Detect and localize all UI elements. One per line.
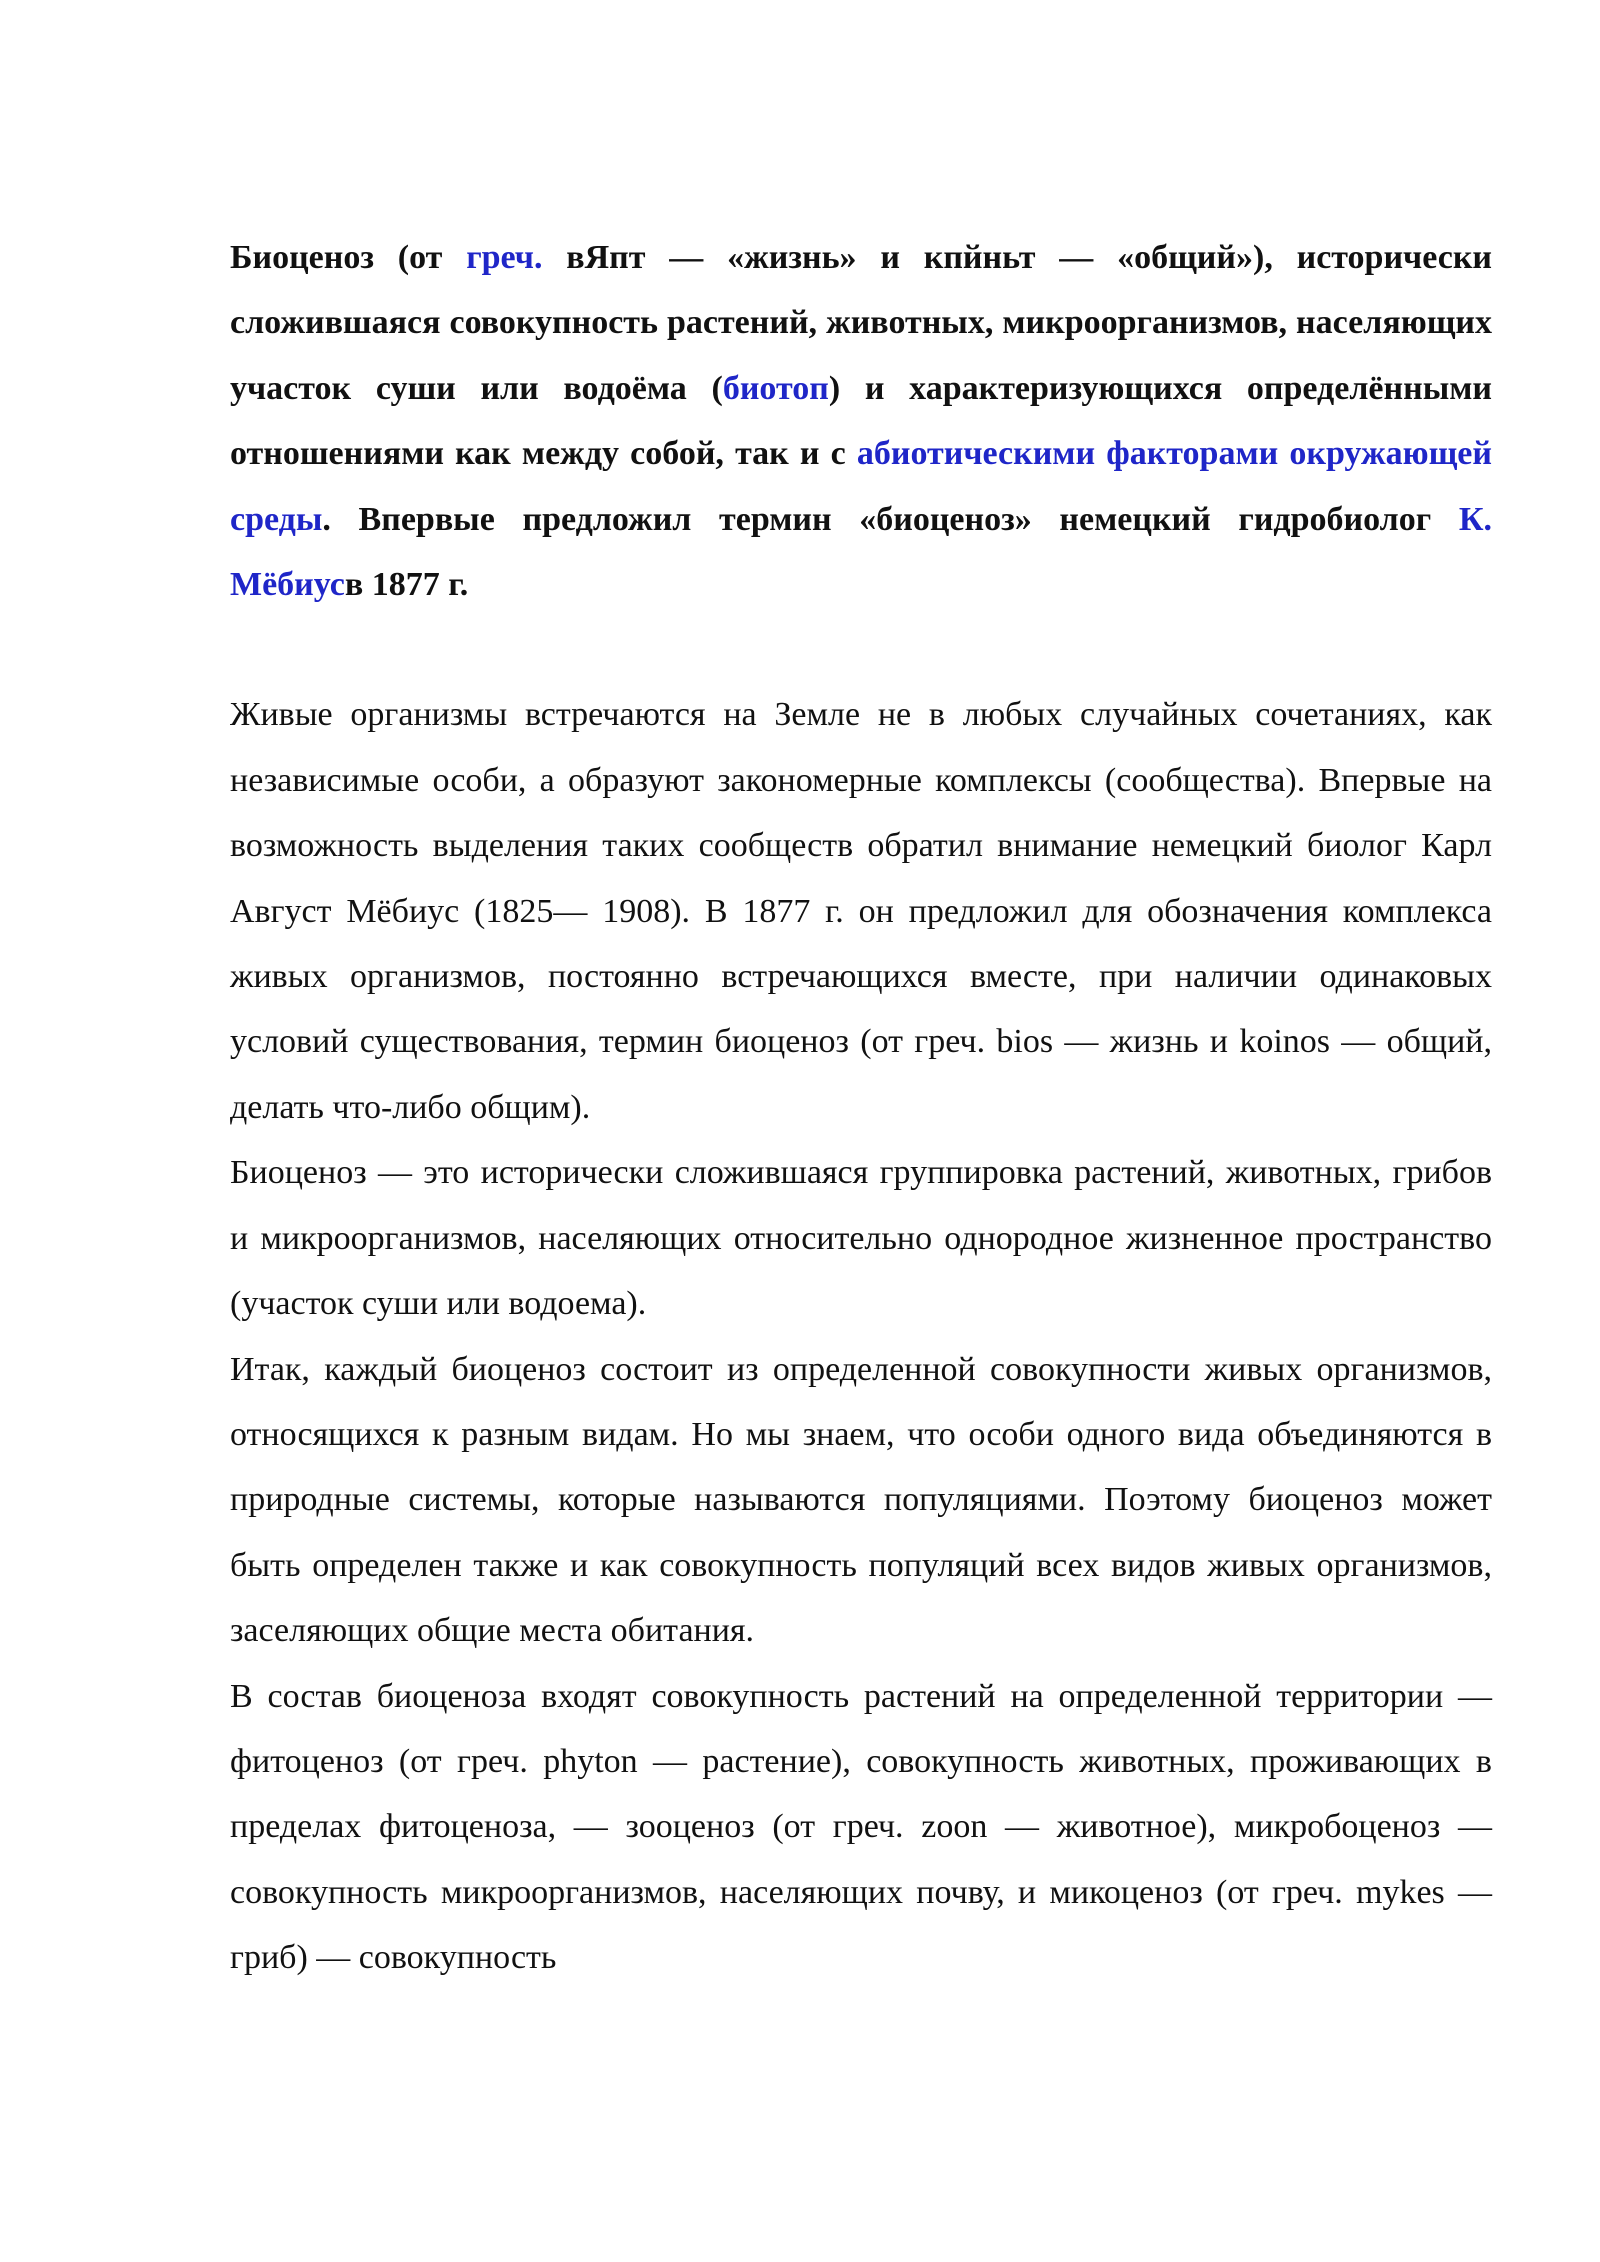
intro-text-5: в 1877 г. <box>344 566 469 604</box>
intro-text-4: . Впервые предложил термин «биоценоз» немецкий гидробиолог <box>322 500 1459 538</box>
document-page <box>230 225 1492 1991</box>
intro-text-3: ) и характеризующихся определёнными отношениями как между собой, так и с <box>230 369 1492 473</box>
intro-text-1: Биоценоз (от <box>230 239 467 276</box>
link-greek[interactable]: греч. <box>466 239 543 276</box>
paragraph-composition: В состав биоценоза входят совокупность растений на определенной территории —фитоценоз (от греч. phyton — растение), совокупность животных, проживающих в пределах фитоценоза, — зооценоз (от греч. zoon — животное), микробоценоз — совокупность микроорганизмов, населяющих почву, и микоценоз (от греч. mykes — гриб) — совокупность <box>230 1677 1492 1977</box>
paragraph-definition: Биоценоз — это исторически сложившаяся группировка растений, животных, грибов и микроорганизмов, населяющих относительно однородное жизненное пространство (участок суши или водоема). <box>230 1154 1492 1323</box>
link-mobius[interactable]: К. Мёбиус <box>230 500 1492 604</box>
link-biotop[interactable]: биотоп <box>722 369 829 407</box>
link-abiotic-factors[interactable]: абиотическими факторами окружающей среды <box>230 435 1492 538</box>
intro-text-2: вЯпт — «жизнь» и кпйньт — «общий»), исторически сложившаяся совокупность растений, животных, микроорганизмов, населяющих участок суши или водоёма ( <box>230 239 1493 407</box>
intro-paragraph <box>230 225 1492 617</box>
paragraph-populations: Итак, каждый биоценоз состоит из определенной совокупности живых организмов, относящихся к разным видам. Но мы знаем, что особи одного вида объединяются в природные системы, которые называются популяциями. Поэтому биоценоз может быть определен также и как совокупность популяций всех видов живых организмов, заселяющих общие места обитания. <box>230 1350 1492 1650</box>
paragraph-organisms: Живые организмы встречаются на Земле не в любых случайных сочетаниях, как независимые особи, а образуют закономерные комплексы (сообщества). Впервые на возможность выделения таких сообществ обратил внимание немецкий биолог Карл Август Мёбиус (1825— 1908). В 1877 г. он предложил для обозначения комплекса живых организмов, постоянно встречающихся вместе, при наличии одинаковых условий существования, термин биоценоз (от греч. bios — жизнь и koinos — общий, делать что-либо общим). <box>230 696 1492 1126</box>
